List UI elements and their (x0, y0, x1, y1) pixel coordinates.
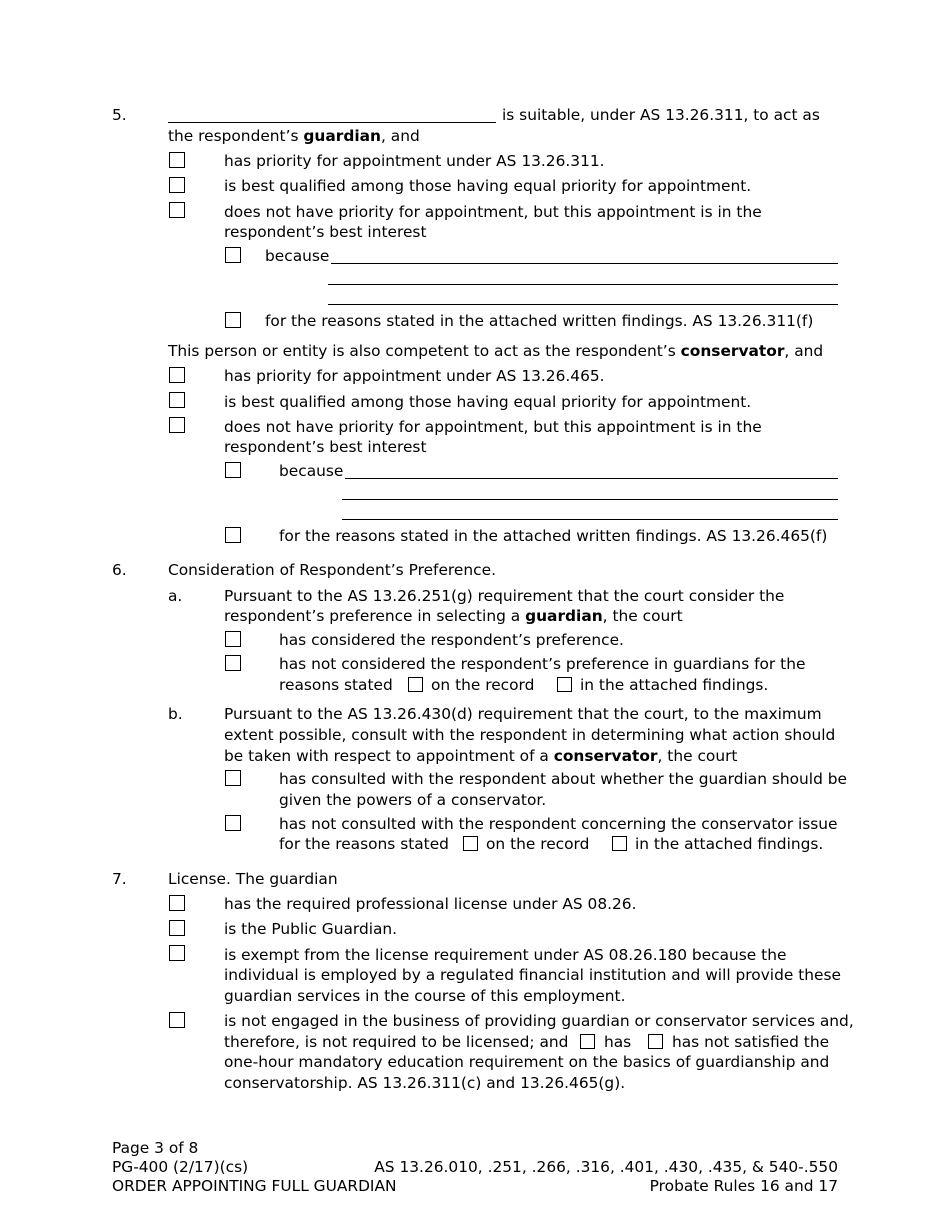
6a-attached-findings-checkbox[interactable] (557, 677, 572, 692)
not-consulted-respondent-text-2: for the reasons stated (279, 835, 449, 853)
section-7-number: 7. (112, 870, 127, 888)
education-has-not-checkbox[interactable] (648, 1034, 663, 1049)
section-5-line2: the respondent’s guardian, and (168, 127, 420, 145)
education-has-checkbox[interactable] (580, 1034, 595, 1049)
section-6b-line3: be taken with respect to appointment of a conservator, the court (224, 747, 738, 765)
guardian-best-interest-text-2: respondent’s best interest (224, 223, 427, 241)
considered-preference-checkbox[interactable] (225, 631, 241, 647)
6b-on-record-checkbox[interactable] (463, 836, 478, 851)
guardian-written-findings-text: for the reasons stated in the attached written findings. AS 13.26.311(f) (265, 312, 814, 330)
not-in-business-text-1: is not engaged in the business of providing guardian or conservator services and, (224, 1012, 854, 1030)
conservator-best-qualified-checkbox[interactable] (169, 392, 185, 408)
6b-on-record-text: on the record (486, 835, 590, 853)
conservator-because-line-2[interactable] (342, 499, 838, 500)
guardian-priority-text: has priority for appointment under AS 13.26.311. (224, 152, 605, 170)
conservator-best-interest-text-2: respondent’s best interest (224, 438, 427, 456)
not-considered-preference-text-2: reasons stated (279, 676, 393, 694)
guardian-best-qualified-checkbox[interactable] (169, 177, 185, 193)
consulted-respondent-checkbox[interactable] (225, 770, 241, 786)
guardian-because-line-1[interactable] (331, 263, 838, 264)
consulted-respondent-text-1: has consulted with the respondent about whether the guardian should be (279, 770, 847, 788)
not-in-business-checkbox[interactable] (169, 1012, 185, 1028)
not-in-business-text-3: one-hour mandatory education requirement on the basics of guardianship and (224, 1053, 830, 1071)
footer-form-number: PG-400 (2/17)(cs) (112, 1158, 249, 1176)
guardian-priority-checkbox[interactable] (169, 152, 185, 168)
6a-attached-findings-text: in the attached findings. (580, 676, 769, 694)
guardian-because-line-3[interactable] (328, 304, 838, 305)
not-consulted-respondent-checkbox[interactable] (225, 815, 241, 831)
education-has-not-text: has not satisfied the (672, 1033, 830, 1051)
not-in-business-text-4: conservatorship. AS 13.26.311(c) and 13.26.465(g). (224, 1074, 626, 1092)
license-exempt-text-2: individual is employed by a regulated financial institution and will provide these (224, 966, 841, 984)
professional-license-text: has the required professional license under AS 08.26. (224, 895, 637, 913)
guardian-written-findings-checkbox[interactable] (225, 312, 241, 328)
not-consulted-respondent-text-1: has not consulted with the respondent concerning the conservator issue (279, 815, 838, 833)
conservator-priority-checkbox[interactable] (169, 367, 185, 383)
conservator-priority-text: has priority for appointment under AS 13.26.465. (224, 367, 605, 385)
section-6a-line2: respondent’s preference in selecting a guardian, the court (224, 607, 683, 625)
footer-page-number: Page 3 of 8 (112, 1139, 199, 1157)
license-exempt-text-3: guardian services in the course of this employment. (224, 987, 626, 1005)
guardian-because-line-2[interactable] (328, 284, 838, 285)
section-6a-line1: Pursuant to the AS 13.26.251(g) requirement that the court consider the (224, 587, 785, 605)
6a-on-record-checkbox[interactable] (408, 677, 423, 692)
public-guardian-text: is the Public Guardian. (224, 920, 398, 938)
guardian-best-interest-checkbox[interactable] (169, 202, 185, 218)
6b-attached-findings-text: in the attached findings. (635, 835, 824, 853)
conservator-because-line-1[interactable] (345, 478, 838, 479)
conservator-intro: This person or entity is also competent to act as the respondent’s conservator, and (168, 342, 824, 360)
conservator-written-findings-checkbox[interactable] (225, 527, 241, 543)
section-5-number: 5. (112, 106, 127, 124)
guardian-best-qualified-text: is best qualified among those having equal priority for appointment. (224, 177, 752, 195)
conservator-because-label: because (279, 462, 344, 480)
consulted-respondent-text-2: given the powers of a conservator. (279, 791, 547, 809)
guardian-because-checkbox[interactable] (225, 247, 241, 263)
education-has-text: has (604, 1033, 632, 1051)
professional-license-checkbox[interactable] (169, 895, 185, 911)
not-in-business-text-2: therefore, is not required to be licensed; and (224, 1033, 569, 1051)
conservator-best-qualified-text: is best qualified among those having equal priority for appointment. (224, 393, 752, 411)
not-considered-preference-text-1: has not considered the respondent’s preference in guardians for the (279, 655, 806, 673)
footer-statutes: AS 13.26.010, .251, .266, .316, .401, .430, .435, & 540-.550 (374, 1158, 838, 1176)
guardian-best-interest-text-1: does not have priority for appointment, but this appointment is in the (224, 203, 762, 221)
section-7-title: License. The guardian (168, 870, 338, 888)
6a-on-record-text: on the record (431, 676, 535, 694)
license-exempt-text-1: is exempt from the license requirement under AS 08.26.180 because the (224, 946, 787, 964)
6b-attached-findings-checkbox[interactable] (612, 836, 627, 851)
considered-preference-text: has considered the respondent’s preference. (279, 631, 624, 649)
conservator-best-interest-checkbox[interactable] (169, 417, 185, 433)
footer-form-title: ORDER APPOINTING FULL GUARDIAN (112, 1177, 397, 1195)
section-6a-label: a. (168, 587, 183, 605)
section-5-line1: is suitable, under AS 13.26.311, to act as (502, 106, 820, 124)
conservator-written-findings-text: for the reasons stated in the attached written findings. AS 13.26.465(f) (279, 527, 828, 545)
section-6b-line2: extent possible, consult with the respondent in determining what action should (224, 726, 836, 744)
section-6-title: Consideration of Respondent’s Preference. (168, 561, 496, 579)
section-6-number: 6. (112, 561, 127, 579)
conservator-because-checkbox[interactable] (225, 462, 241, 478)
not-considered-preference-checkbox[interactable] (225, 655, 241, 671)
section-6b-line1: Pursuant to the AS 13.26.430(d) requirement that the court, to the maximum (224, 705, 822, 723)
guardian-name-line[interactable] (168, 122, 496, 123)
license-exempt-checkbox[interactable] (169, 945, 185, 961)
conservator-best-interest-text-1: does not have priority for appointment, but this appointment is in the (224, 418, 762, 436)
footer-probate-rules: Probate Rules 16 and 17 (649, 1177, 838, 1195)
guardian-because-label: because (265, 247, 330, 265)
section-6b-label: b. (168, 705, 183, 723)
public-guardian-checkbox[interactable] (169, 920, 185, 936)
conservator-because-line-3[interactable] (342, 519, 838, 520)
